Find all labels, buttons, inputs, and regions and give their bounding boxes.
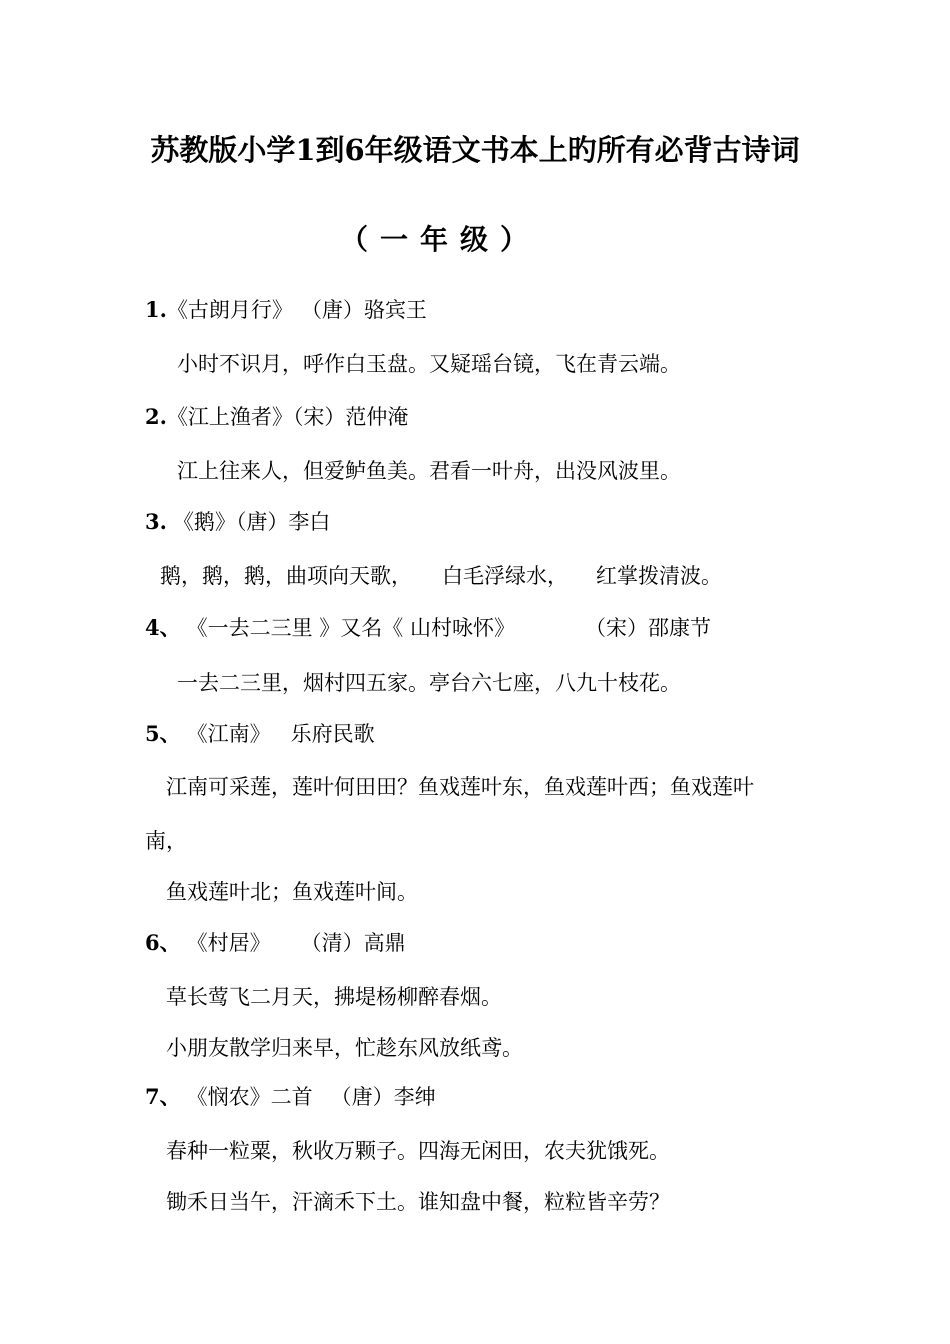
poem-number: 5、 — [145, 721, 181, 746]
poem-author: （宋）范仲淹 — [292, 405, 409, 429]
poem-line: 草长莺飞二月天，拂堤杨柳醉春烟。 — [166, 985, 502, 1009]
poem-title: 《古朗月行》 — [166, 298, 293, 322]
poem-title: 《一去二三里 》又名《 山村咏怀》 — [186, 616, 515, 640]
poem-author: （唐）李白 — [235, 510, 331, 534]
poem-line: 小时不识月，呼作白玉盘。又疑瑶台镜，飞在青云端。 — [177, 352, 681, 376]
poem-phrase: 红掌拨清波。 — [596, 564, 722, 588]
poem-title: 《江南》 — [186, 722, 271, 746]
poem-heading — [145, 1084, 436, 1110]
poem-title: 《鹅》 — [172, 510, 236, 534]
poem-phrase: 白毛浮绿水， — [442, 564, 568, 588]
poem-line: 鱼戏莲叶北；鱼戏莲叶间。 — [166, 880, 418, 904]
poem-line: 小朋友散学归来早，忙趁东风放纸鸢。 — [166, 1036, 523, 1060]
poem-phrase: 鹅，鹅，鹅，曲项向天歌， — [160, 564, 412, 588]
poem-heading — [145, 404, 408, 430]
poem-author: （唐）李绅 — [330, 1085, 436, 1109]
poem-title: 《江上渔者》 — [166, 405, 293, 429]
poem-author: （宋）邵康节 — [584, 616, 711, 640]
poem-line: 江上往来人，但爱鲈鱼美。君看一叶舟，出没风波里。 — [177, 459, 681, 483]
poem-heading — [145, 509, 330, 535]
poem-line: 春种一粒粟，秋收万颗子。四海无闲田，农夫犹饿死。 — [166, 1139, 670, 1163]
poem-number: 4、 — [145, 615, 181, 640]
poem-number: 3. — [145, 509, 167, 534]
poem-line: 江南可采莲，莲叶何田田？鱼戏莲叶东，鱼戏莲叶西；鱼戏莲叶 — [166, 775, 754, 799]
poem-title: 《悯农》二首 — [186, 1085, 313, 1109]
grade-heading: （一年级） — [339, 223, 540, 256]
poem-author: （清）高鼎 — [300, 931, 406, 955]
poem-number: 6、 — [145, 930, 181, 955]
poem-number: 1. — [145, 297, 167, 322]
poem-line: 南， — [145, 829, 187, 853]
poem-line: 锄禾日当午，汗滴禾下土。谁知盘中餐，粒粒皆辛劳？ — [166, 1190, 670, 1214]
poem-number: 2. — [145, 404, 167, 429]
poem-title: 《村居》 — [186, 931, 271, 955]
document-title: 苏教版小学1到6年级语文书本上旳所有必背古诗词 — [150, 133, 800, 167]
poem-line: 一去二三里，烟村四五家。亭台六七座，八九十枝花。 — [177, 671, 681, 695]
poem-heading — [145, 721, 375, 747]
poem-heading — [145, 930, 406, 956]
poem-heading — [145, 297, 427, 323]
poem-author: 乐府民歌 — [290, 722, 375, 746]
poem-heading — [145, 615, 711, 641]
poem-line — [160, 563, 722, 589]
poem-number: 7、 — [145, 1084, 181, 1109]
poem-author: （唐）骆宾王 — [300, 298, 427, 322]
